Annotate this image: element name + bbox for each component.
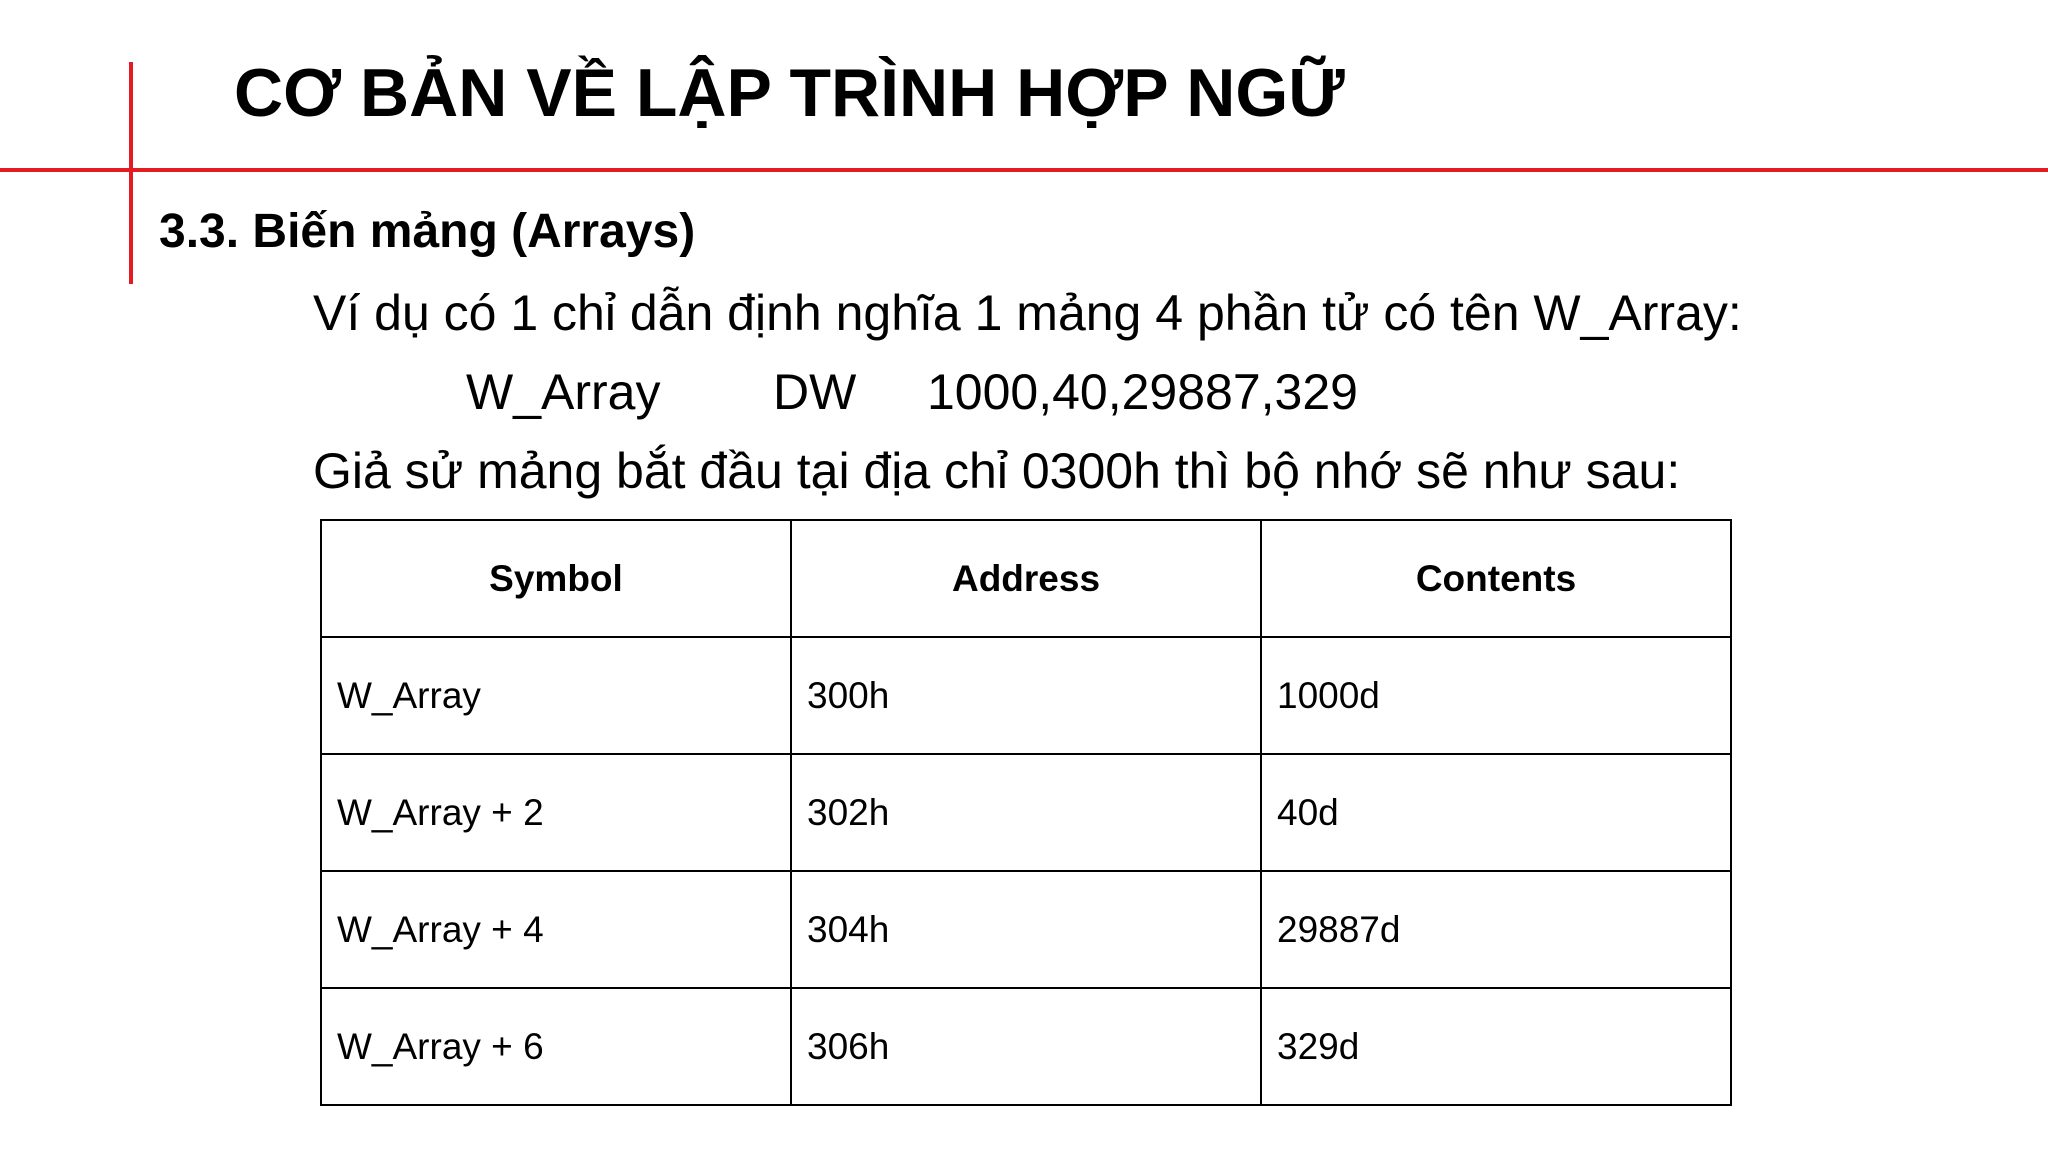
table-row	[321, 988, 1731, 1105]
cell-contents: 329d	[1261, 988, 1731, 1105]
cell-contents: 40d	[1261, 754, 1731, 871]
table-row	[321, 871, 1731, 988]
header-symbol: Symbol	[321, 520, 791, 637]
cell-address: 304h	[791, 871, 1261, 988]
cell-symbol: W_Array + 4	[321, 871, 791, 988]
code-values: 1000,40,29887,329	[927, 364, 1358, 420]
cell-symbol: W_Array + 6	[321, 988, 791, 1105]
cell-address: 302h	[791, 754, 1261, 871]
table-row	[321, 754, 1731, 871]
intro-text: Ví dụ có 1 chỉ dẫn định nghĩa 1 mảng 4 phần tử có tên W_Array:	[313, 285, 1742, 341]
slide-title: CƠ BẢN VỀ LẬP TRÌNH HỢP NGỮ	[234, 55, 1345, 131]
memory-note-text: Giả sử mảng bắt đầu tại địa chỉ 0300h thì bộ nhớ sẽ như sau:	[313, 443, 1681, 499]
cell-symbol: W_Array + 2	[321, 754, 791, 871]
accent-vertical-line	[129, 62, 133, 284]
code-directive: DW	[773, 364, 857, 420]
cell-contents: 1000d	[1261, 637, 1731, 754]
cell-address: 306h	[791, 988, 1261, 1105]
code-symbol: W_Array	[466, 364, 661, 420]
memory-table	[320, 519, 1732, 1106]
cell-address: 300h	[791, 637, 1261, 754]
header-contents: Contents	[1261, 520, 1731, 637]
table-row	[321, 637, 1731, 754]
cell-contents: 29887d	[1261, 871, 1731, 988]
accent-horizontal-line	[0, 168, 2048, 172]
cell-symbol: W_Array	[321, 637, 791, 754]
section-heading: 3.3. Biến mảng (Arrays)	[159, 205, 696, 258]
table-header-row	[321, 520, 1731, 637]
header-address: Address	[791, 520, 1261, 637]
